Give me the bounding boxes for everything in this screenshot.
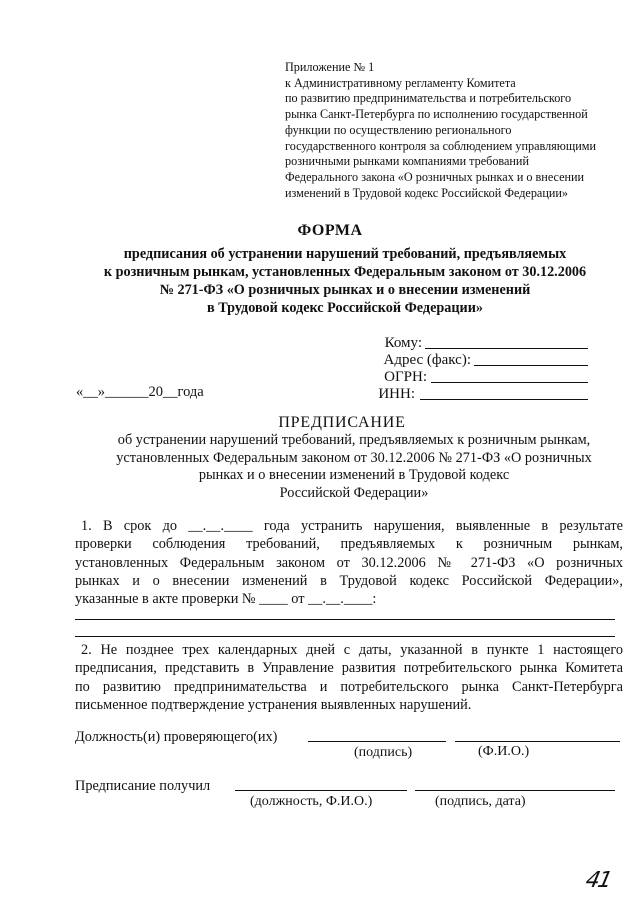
appendix-line: розничными рынками компаниями требований (285, 154, 529, 169)
form-subtitle-line: в Трудовой кодекс Российской Федерации» (207, 300, 483, 316)
item-2-line: предписания, представить в Управление развития потребительского рынка Комитета (75, 660, 623, 677)
recipient-address-field[interactable] (474, 365, 588, 366)
form-subtitle-line: к розничным рынкам, установленных Федеральным законом от 30.12.2006 (103, 264, 587, 280)
item-2-last-line: письменное подтверждение устранения выявленных нарушений. (75, 696, 472, 713)
recipient-to (300, 334, 422, 352)
item-1-line: проверки соблюдения требований, предъявляемых к розничным рынкам, (75, 536, 623, 553)
appendix-line: государственного контроля за соблюдением управляющими (285, 138, 597, 153)
prescription-subtitle-line: рынках и о внесении изменений в Трудовой кодекс (198, 467, 510, 483)
recipient-address-label: Адрес (факс): (383, 352, 471, 368)
form-subtitle-line: № 271-ФЗ «О розничных рынках и о внесении изменений (159, 282, 531, 298)
prescription-subtitle (84, 432, 624, 502)
appendix-header (285, 60, 630, 201)
item-1-line: рынках и о внесении изменений в Трудовой кодекс Российской Федерации», (75, 572, 623, 589)
appendix-line: Федерального закона «О розничных рынках и о внесении (285, 169, 585, 184)
recipient-inn-field[interactable] (420, 399, 588, 400)
form-subtitle-line: предписания об устранении нарушений требований, предъявляемых (123, 246, 567, 262)
recipient-inn (300, 385, 415, 403)
prescription-subtitle-line: об устранении нарушений требований, предъявляемых к розничным рынкам, (117, 432, 591, 448)
recipient-ogrn-label: ОГРН: (384, 369, 427, 385)
prescription-title: ПРЕДПИСАНИЕ (278, 414, 406, 431)
page-number: 41 (583, 868, 613, 893)
fio-caption: (Ф.И.О.) (478, 744, 530, 759)
recipient-to-label: Кому: (384, 335, 422, 351)
appendix-line: к Административному регламенту Комитета (285, 75, 516, 90)
appendix-line: по развитию предпринимательства и потребительского (285, 91, 572, 106)
recipient-ogrn (300, 368, 427, 386)
signature-caption: (подпись) (354, 745, 413, 760)
inspector-label: Должность(и) проверяющего(их) (75, 729, 278, 745)
recipient-ogrn-field[interactable] (431, 382, 588, 383)
item-2-line: 2. Не позднее трех календарных дней с даты, указанной в пункте 1 настоящего (81, 642, 623, 658)
receiver-position-field[interactable] (235, 790, 407, 791)
prescription-subtitle-line: установленных Федеральным законом от 30.12.2006 № 271-ФЗ «О розничных (116, 449, 592, 466)
recipient-inn-label: ИНН: (378, 386, 415, 402)
recipient-address (300, 351, 471, 369)
signature-date-caption: (подпись, дата) (435, 794, 526, 809)
date-line: «__»______20__года (76, 384, 204, 400)
item-1-last-line: указанные в акте проверки № ____ от __.__.____: (75, 591, 377, 608)
appendix-line: Приложение № 1 (285, 60, 375, 74)
appendix-line: изменений в Трудовой кодекс Российской Федерации» (285, 185, 568, 200)
received-label: Предписание получил (75, 778, 211, 794)
item-1-line: 1. В срок до __.__.____ года устранить нарушения, выявленные в результате (81, 518, 623, 534)
position-fio-caption: (должность, Ф.И.О.) (250, 794, 373, 809)
item-2 (75, 641, 623, 714)
recipient-to-field[interactable] (425, 348, 588, 349)
prescription-subtitle-line: Российской Федерации» (279, 484, 429, 501)
item-1 (75, 517, 623, 608)
item-1-line: установленных Федеральным законом от 30.12.2006 № 271-ФЗ «О розничных (75, 554, 623, 571)
item-2-line: по развитию предпринимательства и потребительского рынка Санкт-Петербурга (75, 678, 623, 695)
appendix-line: рынка Санкт-Петербурга по исполнению государственной (285, 107, 588, 122)
violations-line-1[interactable] (75, 619, 615, 620)
form-subtitle (60, 245, 630, 317)
appendix-line: функции по осуществлению регионального (285, 122, 512, 137)
violations-line-2[interactable] (75, 636, 615, 637)
inspector-signature-field[interactable] (308, 741, 446, 742)
inspector-fio-field[interactable] (455, 741, 620, 742)
receiver-signature-field[interactable] (415, 790, 615, 791)
form-title: ФОРМА (297, 222, 363, 239)
